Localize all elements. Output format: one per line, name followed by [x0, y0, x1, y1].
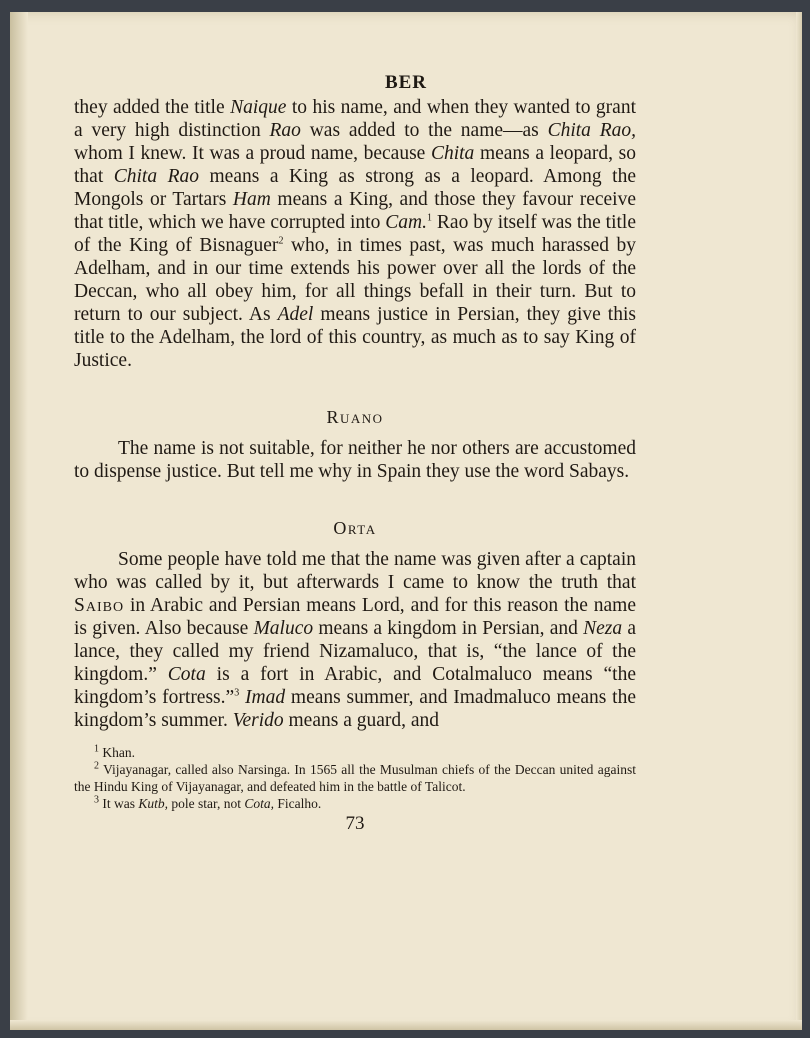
- italic-term: Rao: [269, 120, 301, 141]
- italic-term: Maluco: [253, 618, 314, 639]
- footnote-marker: 2: [278, 235, 284, 247]
- footnotes: [74, 744, 636, 812]
- footnote-marker: 3: [234, 687, 240, 699]
- italic-term: Naique: [230, 97, 287, 118]
- page-body: [74, 96, 636, 835]
- page-bottom-edge: [10, 1020, 802, 1030]
- italic-term: Verido: [232, 710, 284, 731]
- smallcaps-term: Saibo: [74, 595, 125, 616]
- italic-term: Neza: [583, 618, 623, 639]
- italic-term: Chita Rao,: [547, 120, 636, 141]
- page-gutter: [10, 12, 28, 1030]
- footnote-2: $^2$ Vijayanagar, called also Narsinga. In 1565 all the Musulman chiefs of the Deccan united against the Hindu King of Vijayanagar, and defeated him in the battle of Talicot.: [74, 760, 636, 794]
- italic-term: Ham: [232, 189, 271, 210]
- book-page: [10, 12, 802, 1030]
- footnote-3: $^3$ It was Kutb, pole star, not Cota, Ficalho.: [94, 794, 322, 811]
- page-edge: [796, 12, 802, 1030]
- paragraph-3: Some people have told me that the name was given after a captain who was called by it, but afterwards I came to know the truth that Saibo in Arabic and Persian means Lord, and for this reason the name is given. Also because Maluco means a kingdom in Persian, and Neza a lance, they called my friend Nizamaluco, that is, “the lance of the kingdom.” Cota is a fort in Arabic, and Cotalmaluco means “the kingdom’s fortress.”$^3$ Imad means summer, and Imadmaluco means the kingdom’s summer. Verido means a guard, and: [74, 549, 637, 731]
- speaker-heading-ruano: Ruano: [326, 407, 384, 427]
- running-head: BER: [384, 72, 428, 93]
- paragraph-1: they added the title Naique to his name, and when they wanted to grant a very high distinction Rao was added to the name—as Chita Rao, whom I knew. It was a proud name, because Chita means a leopard, so that Chita Rao means a King as strong as a leopard. Among the Mongols or Tartars Ham means a King, and those they favour receive that title, which we have corrupted into Cam.$^1$ Rao by itself was the title of the King of Bisnaguer$^2$ who, in times past, was much harassed by Adelham, and in our time extends his power over all the lords of the Deccan, who all obey him, for all things befall in their turn. But to return to our subject. As Adel means justice in Persian, they give this title to the Adelham, the lord of this country, as much as to say King of Justice.: [74, 97, 636, 371]
- italic-term: Chita: [430, 143, 475, 164]
- italic-term: Chita Rao: [113, 166, 200, 187]
- speaker-heading-orta: Orta: [333, 518, 377, 538]
- italic-term: Imad: [245, 687, 286, 708]
- footnote-marker: 1: [426, 212, 432, 224]
- italic-term: Cam.: [385, 212, 427, 233]
- italic-term: Cota: [167, 664, 206, 685]
- footnote-1: $^1$ Khan.: [94, 743, 135, 760]
- italic-term: Adel: [277, 304, 314, 325]
- paragraph-2: The name is not suitable, for neither he nor others are accustomed to dispense justice. But tell me why in Spain they use the word Sabays.: [74, 438, 636, 482]
- page-number: 73: [345, 813, 365, 834]
